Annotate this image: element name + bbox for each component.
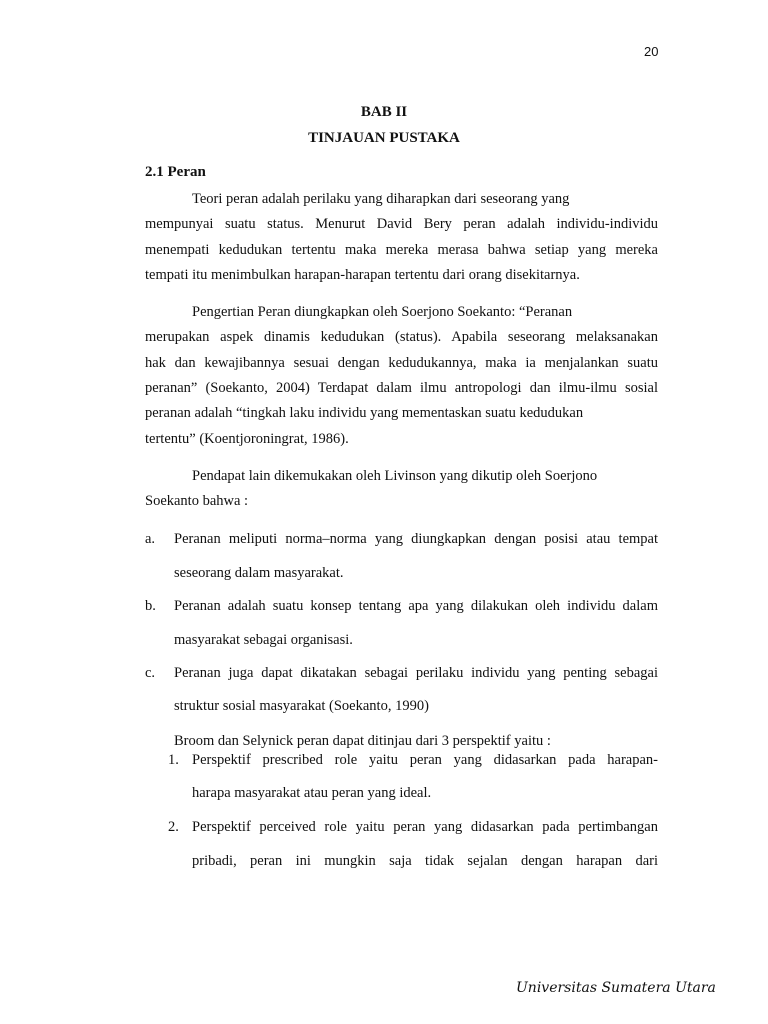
list-item-a-line-1: Peranan meliputi norma–norma yang diungkapkan dengan posisi atau tempat — [174, 531, 658, 547]
para2-line-4: peranan” (Soekanto, 2004) Terdapat dalam ilmu antropologi dan ilmu-ilmu sosial — [145, 380, 658, 396]
list-marker-b: b. — [145, 598, 156, 614]
para1-line-2: mempunyai suatu status. Menurut David Bery peran adalah individu-individu — [145, 216, 658, 232]
list-item-c-line-1: Peranan juga dapat dikatakan sebagai perilaku individu yang penting sebagai — [174, 665, 658, 681]
para3-line-2: Soekanto bahwa : — [145, 493, 249, 509]
numbered-item-1-line-1: Perspektif prescribed role yaitu peran yang didasarkan pada harapan- — [192, 752, 658, 768]
chapter-number: BAB II — [360, 104, 408, 120]
numbered-item-1-line-2: harapa masyarakat atau peran yang ideal. — [192, 785, 432, 801]
list-marker-a: a. — [145, 531, 156, 547]
chapter-title: TINJAUAN PUSTAKA — [308, 130, 460, 146]
list-item-b-line-1: Peranan adalah suatu konsep tentang apa yang dilakukan oleh individu dalam — [174, 598, 658, 614]
numbered-item-2-line-1: Perspektif perceived role yaitu peran yang didasarkan pada pertimbangan — [192, 819, 658, 835]
page-number: 20 — [644, 44, 659, 59]
para2-line-1: Pengertian Peran diungkapkan oleh Soerjono Soekanto: “Peranan — [192, 304, 573, 320]
numbered-marker-1: 1. — [168, 752, 179, 768]
para2-line-6: tertentu” (Koentjoroningrat, 1986). — [145, 431, 349, 447]
list-item-b-line-2: masyarakat sebagai organisasi. — [174, 632, 353, 648]
para1-line-4: tempati itu menimbulkan harapan-harapan tertentu dari orang disekitarnya. — [145, 267, 580, 283]
para1-line-1: Teori peran adalah perilaku yang diharapkan dari seseorang yang — [192, 191, 570, 207]
para2-line-3: hak dan kewajibannya sesuai dengan kedudukannya, maka ia menjalankan suatu — [145, 355, 658, 371]
para1-line-3: menempati kedudukan tertentu maka mereka merasa bahwa setiap yang mereka — [145, 242, 658, 258]
list-marker-c: c. — [145, 665, 156, 681]
para4: Broom dan Selynick peran dapat ditinjau dari 3 perspektif yaitu : — [174, 733, 551, 749]
para2-line-2: merupakan aspek dinamis kedudukan (status). Apabila seseorang melaksanakan — [145, 329, 658, 345]
section-title: 2.1 Peran — [145, 164, 206, 180]
numbered-marker-2: 2. — [168, 819, 179, 835]
list-item-c-line-2: struktur sosial masyarakat (Soekanto, 1990) — [174, 698, 429, 714]
numbered-item-2-line-2: pribadi, peran ini mungkin saja tidak sejalan dengan harapan dari — [192, 853, 658, 869]
footer-university: Universitas Sumatera Utara — [516, 980, 716, 996]
list-item-a-line-2: seseorang dalam masyarakat. — [174, 565, 344, 581]
para3-line-1: Pendapat lain dikemukakan oleh Livinson yang dikutip oleh Soerjono — [192, 468, 598, 484]
para2-line-5: peranan adalah “tingkah laku individu yang mementaskan suatu kedudukan — [145, 405, 584, 421]
